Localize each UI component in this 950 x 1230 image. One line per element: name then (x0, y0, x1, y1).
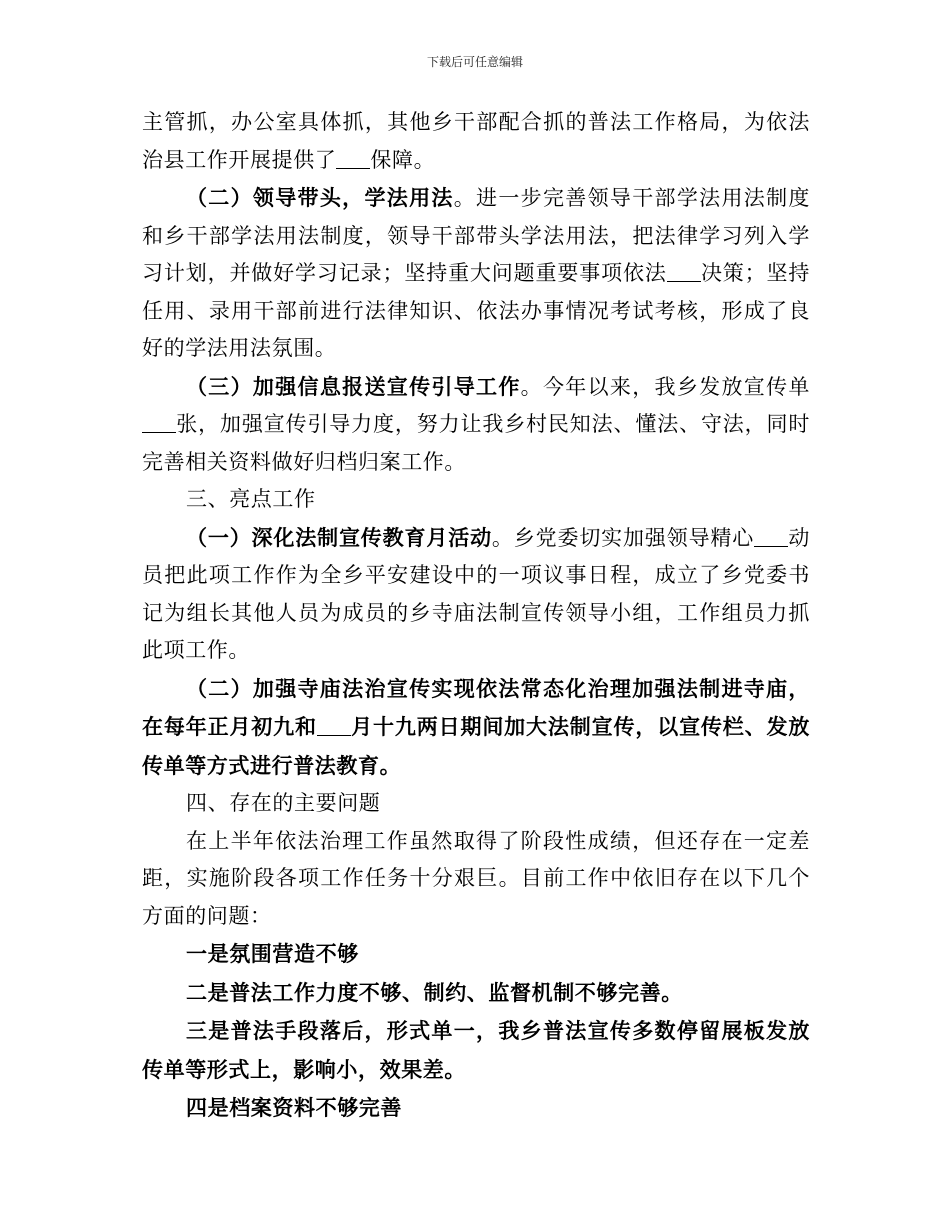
text-run: 。乡党委切实加强领导精心 (491, 525, 755, 550)
paragraph-p10 (142, 974, 810, 1013)
page-header: 下载后可任意编辑 (426, 55, 523, 69)
text-run: 。今年以来，我乡发放宣传单 (520, 374, 810, 399)
paragraph-p9 (142, 935, 810, 974)
fill-in-blank (754, 525, 788, 547)
fill-in-blank (142, 411, 176, 433)
paragraph-p3 (142, 368, 810, 482)
bold-text-run: （二）加强寺庙法治宣传实现依法常态化治理加强法制进寺庙，在每年正月初九和 (142, 675, 810, 739)
text-run: 保障。 (370, 147, 436, 172)
paragraph-p11 (142, 1012, 810, 1089)
text-run: 。进一步完善领导干部学法用法制度和乡干部学法用法制度，领导干部带头学法用法，把法律学习列入学习计划，并做好学习记录；坚持重大问题重要事项依法 (142, 186, 810, 285)
text-run: 四、存在的主要问题 (186, 791, 381, 815)
paragraph-p8 (142, 823, 810, 936)
bold-text-run: （一）深化法制宣传教育月活动 (186, 524, 492, 550)
bold-text-run: （三）加强信息报送宣传引导工作 (186, 373, 521, 399)
paragraph-p2 (142, 179, 810, 368)
fill-in-blank (667, 260, 701, 282)
paragraph-p5 (142, 519, 810, 670)
bold-text-run: 月十九两日期间加大法制宣传，以宣传栏、发放传单等方式进行普法教育。 (142, 714, 810, 778)
bold-text-run: 一是氛围营造不够 (186, 941, 359, 966)
paragraph-p1 (142, 104, 810, 179)
text-run: 决策；坚持任用、录用干部前进行法律知识、依法办事情况考试考核，形成了良好的学法用法氛围。 (142, 261, 810, 360)
fill-in-blank (336, 147, 370, 169)
fill-in-blank (317, 714, 351, 736)
bold-text-run: 三是普法手段落后，形式单一，我乡普法宣传多数停留展板发放传单等形式上，影响小，效果差。 (142, 1018, 810, 1082)
paragraph-p6 (142, 670, 810, 786)
bold-text-run: （二）领导带头，学法用法 (186, 185, 454, 210)
text-run: 在上半年依法治理工作虽然取得了阶段性成绩，但还存在一定差距，实施阶段各项工作任务十分艰巨。目前工作中依旧存在以下几个方面的问题： (142, 828, 810, 928)
bold-text-run: 四是档案资料不够完善 (186, 1095, 402, 1120)
bold-text-run: 二是普法工作力度不够、制约、监督机制不够完善。 (186, 979, 683, 1005)
text-run: 张，加强宣传引导力度，努力让我乡村民知法、懂法、守法，同时完善相关资料做好归档归案工作。 (142, 412, 810, 474)
text-run: 三、亮点工作 (186, 487, 316, 511)
paragraph-p12 (142, 1089, 810, 1128)
paragraph-p4 (142, 481, 810, 519)
document-body (142, 104, 810, 1128)
text-run: 动员把此项工作作为全乡平安建设中的一项议事日程，成立了乡党委书记为组长其他人员为成员的乡寺庙法制宣传领导小组，工作组员力抓此项工作。 (142, 525, 810, 662)
text-run: 主管抓，办公室具体抓，其他乡干部配合抓的普法工作格局，为依法治县工作开展提供了 (142, 110, 810, 172)
paragraph-p7 (142, 785, 810, 823)
